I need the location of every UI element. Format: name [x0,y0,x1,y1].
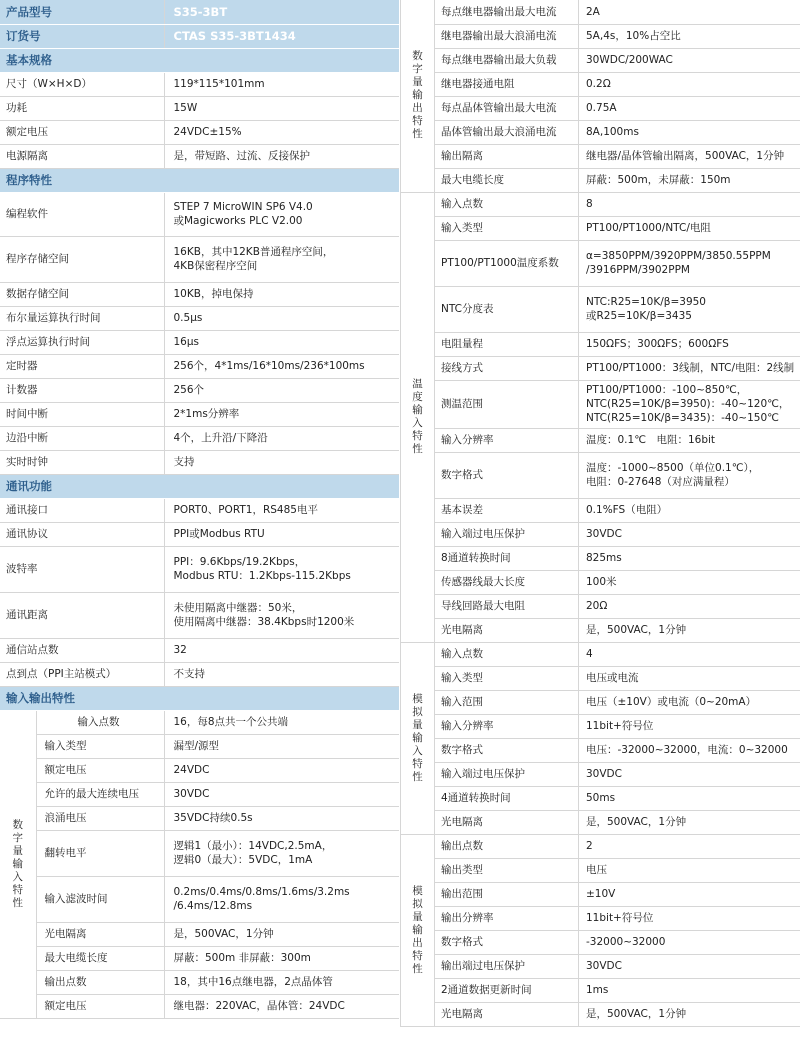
section-title: 程序特性 [0,168,399,192]
value-line: 16KB，其中12KB普通程序空间， [173,246,334,258]
spec-value: 35VDC持续0.5s [164,806,399,830]
spec-row [0,498,399,522]
spec-value: 是，500VAC，1分钟 [579,810,800,834]
value-line: 或R25=10K/β=3435 [586,310,692,322]
spec-value: 8 [579,192,800,216]
value-line: NTC(R25=10K/β=3435)：-40~150℃ [586,412,779,424]
spec-value: 支持 [164,450,399,474]
spec-label: 程序存储空间 [0,236,164,282]
spec-value: 150ΩFS；300ΩFS；600ΩFS [579,332,800,356]
spec-label: 光电隔离 [435,618,579,642]
spec-row [401,618,800,642]
spec-value [164,236,399,282]
spec-row [401,930,800,954]
right-spec-table [400,0,800,1027]
spec-value: 0.2Ω [579,72,800,96]
spec-row [0,806,399,830]
value-line: 4KB保密程序空间 [173,260,258,272]
spec-row [0,994,399,1018]
spec-row [401,286,800,332]
spec-row [401,786,800,810]
spec-value: 8A,100ms [579,120,800,144]
group-label-temperature-input: 温度输入特性 [401,192,435,642]
spec-value: 不支持 [164,662,399,686]
spec-label: 输入类型 [435,666,579,690]
spec-label: 8通道转换时间 [435,546,579,570]
spec-row [401,332,800,356]
spec-label: 浮点运算执行时间 [0,330,164,354]
spec-row [401,546,800,570]
spec-label: 翻转电平 [36,830,164,876]
spec-row [0,192,399,236]
spec-value: 30WDC/200WAC [579,48,800,72]
spec-row [401,762,800,786]
value-line: /3916PPM/3902PPM [586,264,690,276]
section-header-basic [0,48,399,72]
spec-row [401,240,800,286]
order-label: 订货号 [0,24,164,48]
spec-value: 18，其中16点继电器，2点晶体管 [164,970,399,994]
spec-value: 100米 [579,570,800,594]
spec-row [0,546,399,592]
spec-label: 输出隔离 [435,144,579,168]
spec-label: 输入类型 [36,734,164,758]
spec-row [0,402,399,426]
spec-value: PT100/PT1000：3线制，NTC/电阻：2线制 [579,356,800,380]
spec-value: 119*115*101mm [164,72,399,96]
value-line: 温度：-1000~8500（单位0.1℃）， [586,462,760,474]
value-line: NTC:R25=10K/β=3950 [586,296,706,308]
spec-value: 20Ω [579,594,800,618]
spec-label: 额定电压 [36,994,164,1018]
spec-label: 数字格式 [435,452,579,498]
spec-row [401,498,800,522]
spec-label: 输出端过电压保护 [435,954,579,978]
spec-label: 每点继电器输出最大电流 [435,0,579,24]
spec-label: 通讯接口 [0,498,164,522]
spec-label: 每点晶体管输出最大电流 [435,96,579,120]
spec-value: 10KB，掉电保持 [164,282,399,306]
value-line: STEP 7 MicroWIN SP6 V4.0 [173,201,313,213]
spec-row [401,906,800,930]
spec-value: 16μs [164,330,399,354]
spec-row [401,570,800,594]
spec-row [0,72,399,96]
spec-row [401,192,800,216]
right-table-body [401,0,800,1026]
spec-value: ±10V [579,882,800,906]
spec-label: 输入点数 [36,710,164,734]
spec-value: 是，带短路、过流、反接保护 [164,144,399,168]
spec-row [401,356,800,380]
spec-label: 计数器 [0,378,164,402]
spec-value: 256个 [164,378,399,402]
spec-row [401,144,800,168]
spec-label: 最大电缆长度 [36,946,164,970]
spec-label: 输入分辨率 [435,428,579,452]
spec-row [401,380,800,428]
spec-label: 输入类型 [435,216,579,240]
spec-label: 输入点数 [435,642,579,666]
spec-label: 边沿中断 [0,426,164,450]
spec-label: 允许的最大连续电压 [36,782,164,806]
spec-value: 0.1%FS（电阻） [579,498,800,522]
spec-value: 温度：0.1℃ 电阻：16bit [579,428,800,452]
spec-label: 光电隔离 [36,922,164,946]
spec-value: 24VDC±15% [164,120,399,144]
spec-value: 漏型/源型 [164,734,399,758]
spec-value: 0.75A [579,96,800,120]
spec-value: 11bit+符号位 [579,906,800,930]
model-label: 产品型号 [0,0,164,24]
spec-row [0,378,399,402]
spec-value: 2*1ms分辨率 [164,402,399,426]
spec-row [0,782,399,806]
spec-label: 传感器线最大长度 [435,570,579,594]
spec-label: 电阻量程 [435,332,579,356]
spec-row [0,734,399,758]
spec-row [401,168,800,192]
spec-value: -32000~32000 [579,930,800,954]
spec-value: 16，每8点共一个公共端 [164,710,399,734]
spec-row [0,330,399,354]
spec-value: 32 [164,638,399,662]
section-header-io [0,686,399,710]
spec-value: 是，500VAC，1分钟 [579,618,800,642]
spec-row [401,1002,800,1026]
spec-row [0,522,399,546]
order-value: CTAS S35-3BT1434 [164,24,399,48]
spec-row [401,642,800,666]
spec-value: 50ms [579,786,800,810]
value-line: /6.4ms/12.8ms [173,900,253,912]
spec-value: 30VDC [579,954,800,978]
spec-label: 输出类型 [435,858,579,882]
spec-row [401,428,800,452]
spec-label: 时间中断 [0,402,164,426]
spec-row [0,830,399,876]
spec-label: 数字格式 [435,930,579,954]
spec-label: 额定电压 [0,120,164,144]
section-title: 输入输出特性 [0,686,399,710]
spec-row [401,120,800,144]
spec-label: 基本误差 [435,498,579,522]
spec-row [0,970,399,994]
spec-label: 2通道数据更新时间 [435,978,579,1002]
spec-label: 继电器输出最大浪涌电流 [435,24,579,48]
spec-label: 布尔量运算执行时间 [0,306,164,330]
spec-row [401,978,800,1002]
spec-value: 继电器/晶体管输出隔离，500VAC，1分钟 [579,144,800,168]
spec-row [401,522,800,546]
spec-value: 4个，上升沿/下降沿 [164,426,399,450]
spec-label: 继电器接通电阻 [435,72,579,96]
value-line: 使用隔离中继器：38.4Kbps时1200米 [173,616,355,628]
spec-label: 输出点数 [435,834,579,858]
spec-label: 每点继电器输出最大负载 [435,48,579,72]
spec-value: 24VDC [164,758,399,782]
spec-value: 2 [579,834,800,858]
spec-label: 光电隔离 [435,1002,579,1026]
spec-row [401,72,800,96]
spec-value: 15W [164,96,399,120]
spec-label: 定时器 [0,354,164,378]
spec-label: 晶体管输出最大浪涌电流 [435,120,579,144]
spec-label: 输入滤波时间 [36,876,164,922]
left-table-body [0,0,399,1018]
spec-value: PT100/PT1000/NTC/电阻 [579,216,800,240]
spec-value [164,546,399,592]
spec-row [401,666,800,690]
spec-row [0,922,399,946]
spec-label: 功耗 [0,96,164,120]
spec-row [401,858,800,882]
spec-row [0,96,399,120]
spec-value: 825ms [579,546,800,570]
spec-label: 接线方式 [435,356,579,380]
spec-label: 电源隔离 [0,144,164,168]
spec-value: 是，500VAC，1分钟 [579,1002,800,1026]
section-title: 通讯功能 [0,474,399,498]
spec-value [579,286,800,332]
spec-label: 浪涌电压 [36,806,164,830]
spec-row [0,450,399,474]
order-row [0,24,399,48]
section-title: 基本规格 [0,48,399,72]
spec-row [0,876,399,922]
spec-label: 实时时钟 [0,450,164,474]
spec-row [401,0,800,24]
spec-value [579,240,800,286]
value-line: NTC(R25=10K/β=3950)：-40~120℃， [586,398,790,410]
spec-row [401,24,800,48]
spec-label: 编程软件 [0,192,164,236]
spec-row [0,306,399,330]
spec-row [0,282,399,306]
spec-label: 尺寸（W×H×D） [0,72,164,96]
spec-row [0,946,399,970]
spec-label: 额定电压 [36,758,164,782]
spec-value [164,830,399,876]
spec-value [164,192,399,236]
spec-value [164,592,399,638]
spec-row [401,594,800,618]
spec-row [401,834,800,858]
spec-value: 4 [579,642,800,666]
spec-label: 测温范围 [435,380,579,428]
section-header-program [0,168,399,192]
spec-value: 30VDC [579,522,800,546]
spec-row [0,426,399,450]
spec-row [0,592,399,638]
spec-row [0,236,399,282]
value-line: 或Magicworks PLC V2.00 [173,215,303,227]
spec-label: 通信站点数 [0,638,164,662]
group-label-analog-input: 模拟量输入特性 [401,642,435,834]
spec-row [401,96,800,120]
spec-label: 点到点（PPI主站模式） [0,662,164,686]
left-spec-table [0,0,399,1019]
spec-label: PT100/PT1000温度系数 [435,240,579,286]
spec-label: 通讯协议 [0,522,164,546]
spec-label: 4通道转换时间 [435,786,579,810]
value-line: 逻辑0（最大）：5VDC，1mA [173,854,313,866]
spec-value: 电压 [579,858,800,882]
spec-row [401,810,800,834]
value-line: 未使用隔离中继器：50米， [173,602,303,614]
spec-row [0,144,399,168]
spec-label: 光电隔离 [435,810,579,834]
section-header-comm [0,474,399,498]
spec-value: 屏蔽：500m，未屏蔽：150m [579,168,800,192]
spec-row [401,452,800,498]
spec-label: 输出点数 [36,970,164,994]
model-value: S35-3BT [164,0,399,24]
spec-value [164,876,399,922]
spec-value: 2A [579,0,800,24]
spec-label: 输入端过电压保护 [435,522,579,546]
spec-label: 输入范围 [435,690,579,714]
spec-value: 0.5μs [164,306,399,330]
spec-row [0,120,399,144]
spec-value: 30VDC [579,762,800,786]
spec-value: 256个，4*1ms/16*10ms/236*100ms [164,354,399,378]
value-line: PT100/PT1000：-100~850℃， [586,384,748,396]
spec-value: 5A,4s，10%占空比 [579,24,800,48]
spec-row [0,758,399,782]
spec-value: 11bit+符号位 [579,714,800,738]
group-label-analog-output: 模拟量输出特性 [401,834,435,1026]
spec-value: 电压（±10V）或电流（0~20mA） [579,690,800,714]
spec-label: 最大电缆长度 [435,168,579,192]
spec-row [0,354,399,378]
spec-row [401,882,800,906]
spec-label: 通讯距离 [0,592,164,638]
spec-value [579,452,800,498]
value-line: 0.2ms/0.4ms/0.8ms/1.6ms/3.2ms [173,886,350,898]
value-line: 逻辑1（最小）：14VDC,2.5mA， [173,840,333,852]
spec-label: 导线回路最大电阻 [435,594,579,618]
spec-label: 波特率 [0,546,164,592]
spec-value: 是，500VAC，1分钟 [164,922,399,946]
value-line: α=3850PPM/3920PPM/3850.55PPM [586,250,771,262]
spec-value: 30VDC [164,782,399,806]
spec-label: 输出分辨率 [435,906,579,930]
spec-row [401,738,800,762]
spec-row [401,954,800,978]
spec-value: 继电器：220VAC，晶体管：24VDC [164,994,399,1018]
model-row [0,0,399,24]
spec-label: 输入分辨率 [435,714,579,738]
spec-row [401,216,800,240]
spec-value: 屏蔽：500m 非屏蔽：300m [164,946,399,970]
spec-label: 输出范围 [435,882,579,906]
spec-row [0,662,399,686]
group-label-digital-output: 数字量输出特性 [401,0,435,192]
value-line: Modbus RTU：1.2Kbps-115.2Kbps [173,570,351,582]
value-line: 电阻：0-27648（对应满量程） [586,476,735,488]
spec-value: 电压：-32000~32000，电流：0~32000 [579,738,800,762]
spec-label: 输入点数 [435,192,579,216]
spec-value [579,380,800,428]
spec-row [401,714,800,738]
value-line: PPI：9.6Kbps/19.2Kbps， [173,556,306,568]
spec-row [401,48,800,72]
spec-label: 数据存储空间 [0,282,164,306]
spec-label: NTC分度表 [435,286,579,332]
spec-row [401,690,800,714]
spec-label: 输入端过电压保护 [435,762,579,786]
spec-value: PPI或Modbus RTU [164,522,399,546]
spec-row [0,710,399,734]
spec-label: 数字格式 [435,738,579,762]
spec-value: 1ms [579,978,800,1002]
spec-value: PORT0、PORT1，RS485电平 [164,498,399,522]
spec-value: 电压或电流 [579,666,800,690]
spec-row [0,638,399,662]
group-label-digital-input: 数字量输入特性 [0,710,36,1018]
